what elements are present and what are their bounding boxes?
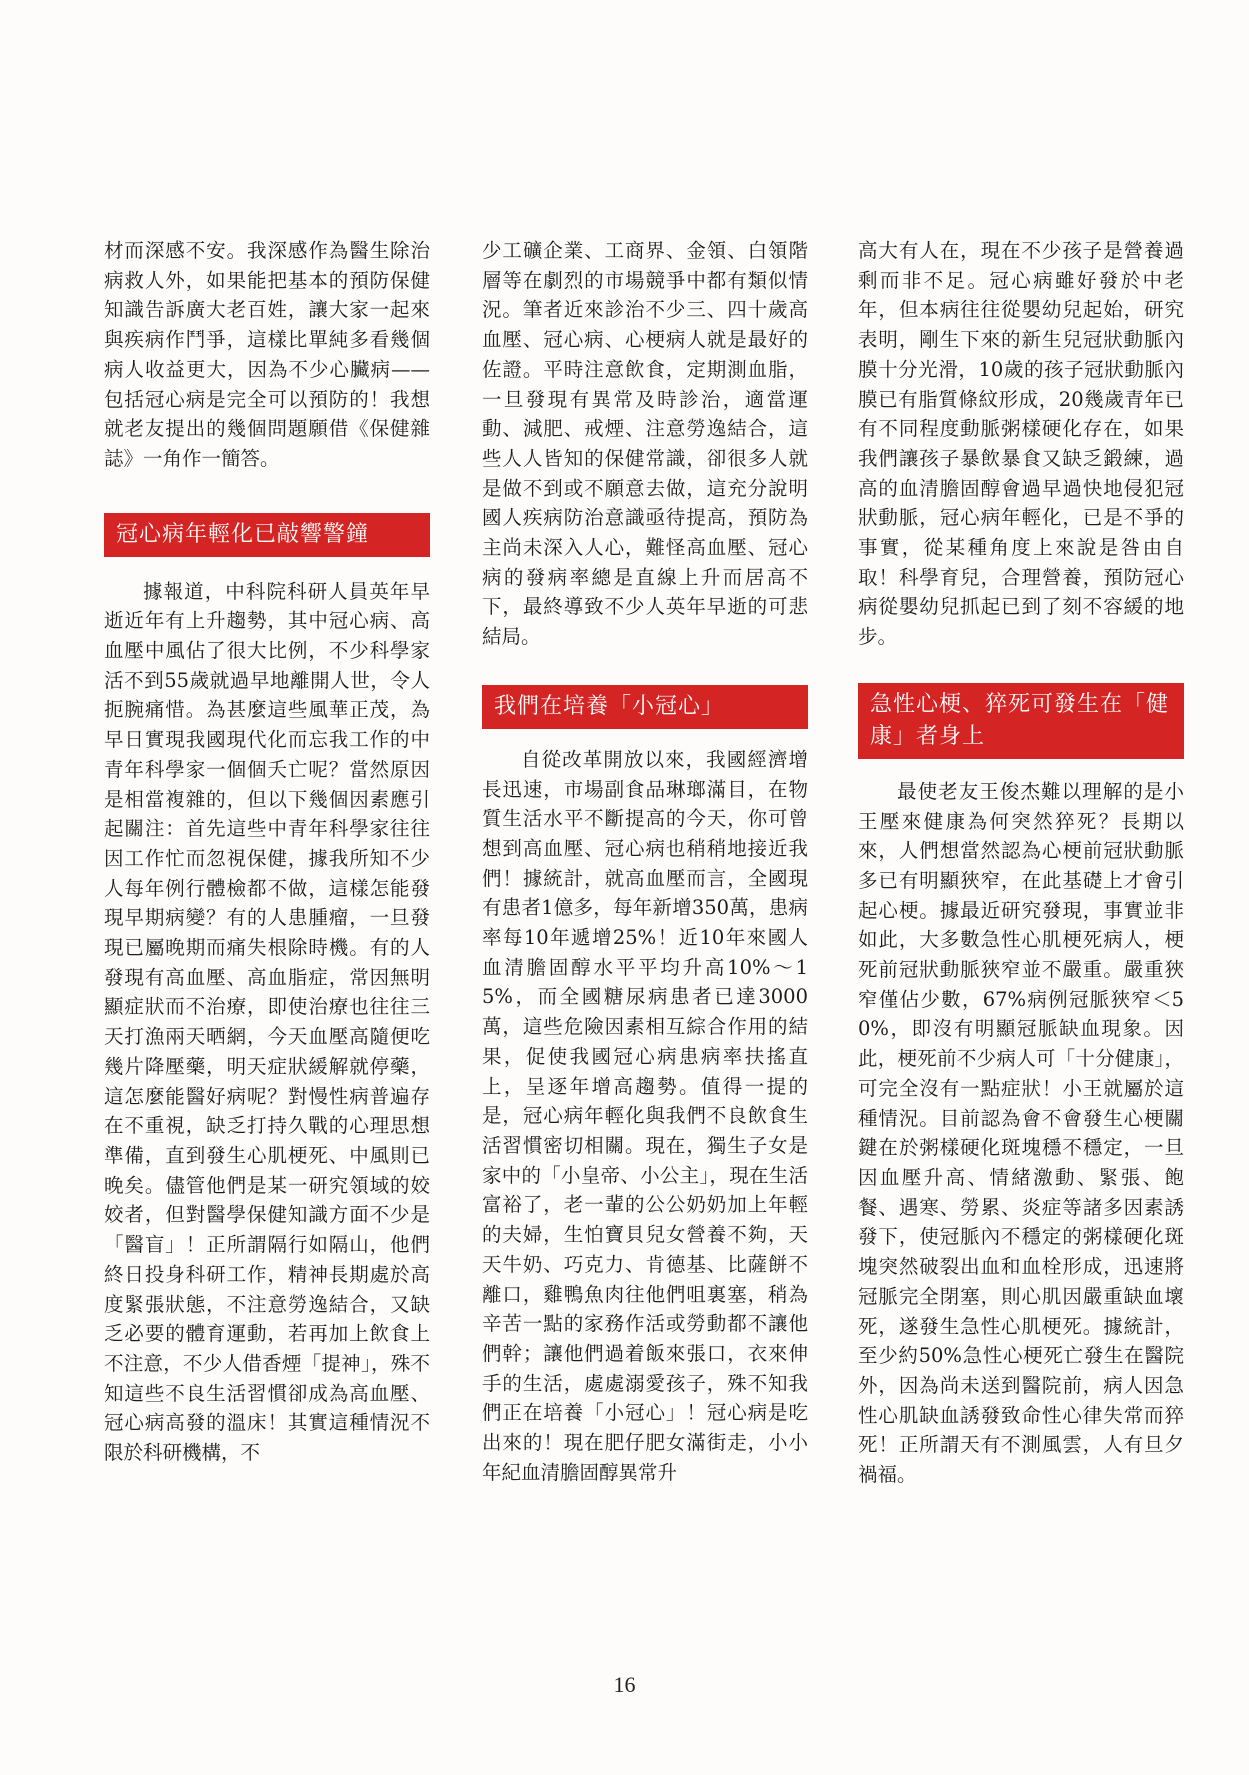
section-heading-sudden-death: 急性心梗、猝死可發生在「健康」者身上 [858, 683, 1184, 759]
section-heading-little-coronary: 我們在培養「小冠心」 [482, 685, 808, 729]
column-3 [858, 236, 1184, 1490]
column-3-body: 最使老友王俊杰難以理解的是小王壓來健康為何突然猝死？長期以來，人們想當然認為心梗前冠狀動脈多已有明顯狹窄，在此基礎上才會引起心梗。據最近研究發現，事實並非如此，大多數急性心肌梗死病人，梗死前冠狀動脈狹窄並不嚴重。嚴重狹窄僅佔少數，67%病例冠脈狹窄＜50%，即沒有明顯冠脈缺血現象。因此，梗死前不少病人可「十分健康」，可完全沒有一點症狀！小王就屬於這種情況。目前認為會不會發生心梗關鍵在於粥樣硬化斑塊穩不穩定，一旦因血壓升高、情緒激動、緊張、飽餐、遇寒、勞累、炎症等諸多因素誘發下，使冠脈內不穩定的粥樣硬化斑塊突然破裂出血和血栓形成，迅速將冠脈完全閉塞，則心肌因嚴重缺血壞死，遂發生急性心肌梗死。據統計，至少約50%急性心梗死亡發生在醫院外，因為尚未送到醫院前，病人因急性心肌缺血誘發致命性心律失常而猝死！正所謂天有不測風雲，人有旦夕禍福。 [858, 779, 1184, 1487]
column-1 [104, 236, 430, 1468]
page-number: 16 [613, 1672, 636, 1697]
column-3-intro: 高大有人在，現在不少孩子是營養過剩而非不足。冠心病雖好發於中老年，但本病往往從嬰幼兒起始，研究表明，剛生下來的新生兒冠狀動脈內膜十分光滑，10歲的孩子冠狀動脈內膜已有脂質條紋形成，20幾歲青年已有不同程度動脈粥樣硬化存在，如果我們讓孩子暴飲暴食又缺乏鍛練，過高的血清膽固醇會過早過快地侵犯冠狀動脈，冠心病年輕化，已是不爭的事實，從某種角度上來說是咎由自取！科學育兒，合理營養，預防冠心病從嬰幼兒抓起已到了刻不容緩的地步。 [858, 239, 1184, 649]
column-1-body: 據報道，中科院科研人員英年早逝近年有上升趨勢，其中冠心病、高血壓中風佔了很大比例，不少科學家活不到55歲就過早地離開人世，令人扼腕痛惜。為甚麼這些風華正茂，為早日實現我國現代化而忘我工作的中青年科學家一個個夭亡呢？當然原因是相當複雜的，但以下幾個因素應引起關注：首先這些中青年科學家往往因工作忙而忽視保健，據我所知不少人每年例行體檢都不做，這樣怎能發現早期病變？有的人患腫瘤，一旦發現已屬晚期而痛失根除時機。有的人發現有高血壓、高血脂症，常因無明顯症狀而不治療，即使治療也往往三天打漁兩天晒網，今天血壓高隨便吃幾片降壓藥，明天症狀緩解就停藥，這怎麼能醫好病呢？對慢性病普遍存在不重視，缺乏打持久戰的心理思想準備，直到發生心肌梗死、中風則已晚矣。儘管他們是某一研究領域的姣姣者，但對醫學保健知識方面不少是「醫盲」！正所謂隔行如隔山，他們終日投身科研工作，精神長期處於高度緊張狀態，不注意勞逸結合，又缺乏必要的體育運動，若再加上飲食上不注意，不少人借香煙「提神」，殊不知這些不良生活習慣卻成為高血壓、冠心病高發的溫床！其實這種情況不限於科研機構，不 [104, 579, 430, 1465]
column-2-body: 自從改革開放以來，我國經濟增長迅速，市場副食品琳瑯滿目，在物質生活水平不斷提高的今天，你可曾想到高血壓、冠心病也稍稍地接近我們！據統計，就高血壓而言，全國現有患者1億多，每年新增350萬，患病率每10年遞增25%！近10年來國人血清膽固醇水平平均升高10%～15%，而全國糖尿病患者已達3000萬，這些危險因素相互綜合作用的結果，促使我國冠心病患病率扶搖直上，呈逐年增高趨勢。值得一提的是，冠心病年輕化與我們不良飲食生活習慣密切相關。現在，獨生子女是家中的「小皇帝、小公主」，現在生活富裕了，老一輩的公公奶奶加上年輕的夫婦，生怕寶貝兒女營養不夠，天天牛奶、巧克力、肯德基、比薩餅不離口，雞鴨魚肉往他們咀裏塞，稍為辛苦一點的家務作活或勞動都不讓他們幹；讓他們過着飯來張口，衣來伸手的生活，處處溺愛孩子，殊不知我們正在培養「小冠心」！冠心病是吃出來的！現在肥仔肥女滿街走，小小年紀血清膽固醇異常升 [482, 747, 808, 1484]
column-2-intro: 少工礦企業、工商界、金領、白領階層等在劇烈的市場競爭中都有類似情況。筆者近來診治不少三、四十歲高血壓、冠心病、心梗病人就是最好的佐證。平時注意飲食，定期測血脂，一旦發現有異常及時診治，適當運動、減肥、戒煙、注意勞逸結合，這些人人皆知的保健常識，卻很多人就是做不到或不願意去做，這充分說明國人疾病防治意識亟待提高，預防為主尚未深入人心，難怪高血壓、冠心病的發病率總是直線上升而居高不下，最終導致不少人英年早逝的可悲結局。 [482, 239, 808, 649]
column-2 [482, 236, 808, 1487]
section-heading-coronary-younger: 冠心病年輕化已敲響警鐘 [104, 513, 430, 557]
column-1-intro: 材而深感不安。我深感作為醫生除治病救人外，如果能把基本的預防保健知識告訴廣大老百姓，讓大家一起來與疾病作鬥爭，這樣比單純多看幾個病人收益更大，因為不少心臟病——包括冠心病是完全可以預防的！我想就老友提出的幾個問題願借《保健雜誌》一角作一簡答。 [104, 239, 430, 470]
